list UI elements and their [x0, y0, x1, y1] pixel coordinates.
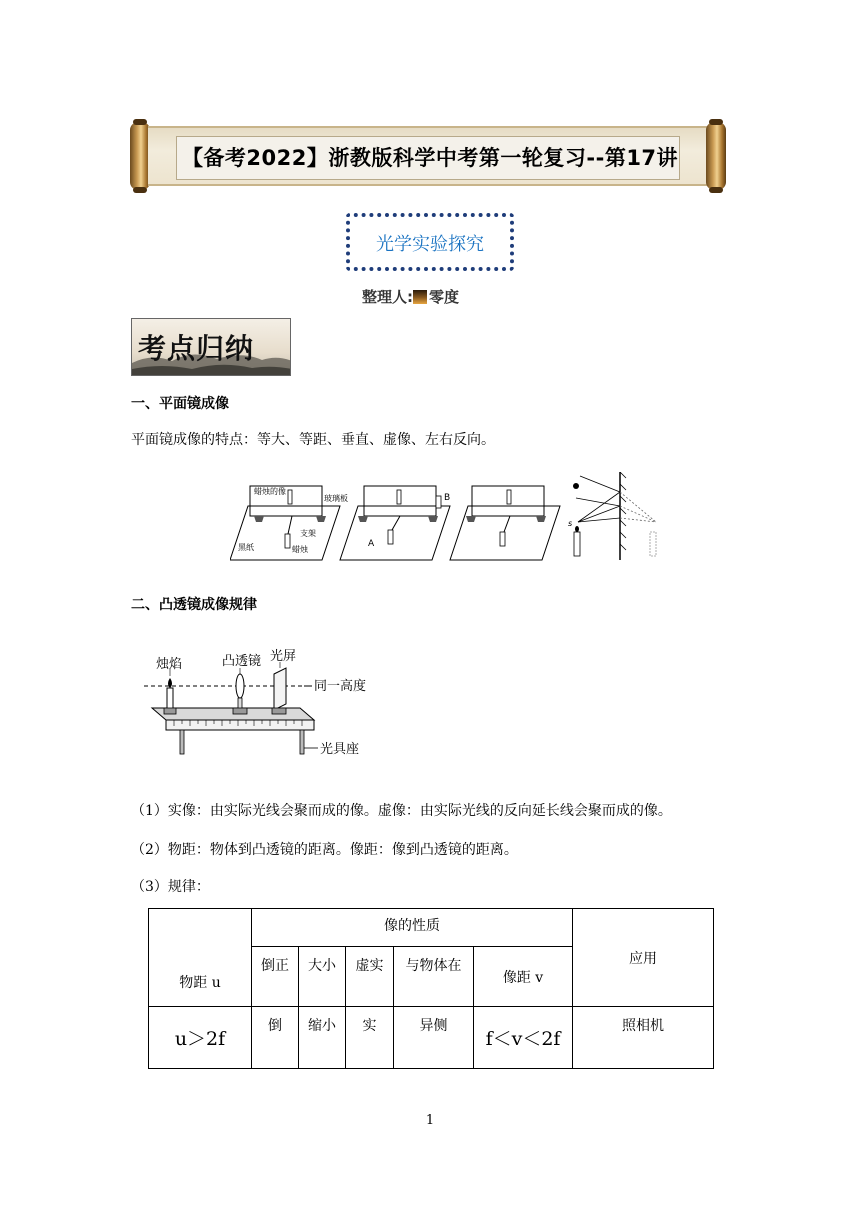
page-number: 1: [425, 1113, 435, 1128]
compiler-label: 整理人:: [362, 288, 413, 306]
section2-line-2: （2）物距：物体到凸透镜的距离。像距：像到凸透镜的距离。: [131, 842, 518, 858]
label-light-screen: 光屏: [270, 649, 297, 664]
section2-line-1: （1）实像：由实际光线会聚而成的像。虚像：由实际光线的反向延长线会聚而成的像。: [131, 803, 672, 819]
label-glass-plate: 玻璃板: [324, 494, 348, 503]
label-point-s: s: [568, 519, 573, 528]
header-application: 应用: [573, 909, 714, 1007]
label-convex-lens: 凸透镜: [222, 654, 262, 669]
cell-side: 异侧: [394, 1007, 474, 1069]
header-object-distance: 物距 u: [149, 909, 252, 1007]
header-image-properties: 像的性质: [252, 909, 573, 947]
mirror-ray-diagram: [568, 472, 656, 560]
mirror-panel-3: [450, 486, 560, 560]
cell-size: 缩小: [299, 1007, 346, 1069]
label-candle-image: 蜡烛的像: [254, 487, 286, 496]
header-size: 大小: [299, 947, 346, 1007]
optical-bench-figure: [140, 648, 390, 764]
cell-real-virtual: 实: [346, 1007, 394, 1069]
cell-image-distance: f＜v＜2f: [474, 1007, 573, 1069]
cell-application: 照相机: [573, 1007, 714, 1069]
compiler-name: 零度: [429, 288, 460, 306]
label-point-a: A: [368, 539, 375, 549]
mirror-panel-2: [340, 486, 450, 560]
header-side: 与物体在: [394, 947, 474, 1007]
section2-line-3: （3）规律：: [131, 879, 210, 895]
document-title: 【备考2022】浙教版科学中考第一轮复习--第17讲: [181, 146, 679, 170]
label-point-b: B: [444, 493, 451, 503]
section1-text: 平面镜成像的特点：等大、等距、垂直、虚像、左右反向。: [131, 432, 495, 448]
compiler-line: [362, 286, 459, 307]
label-optical-bench: 光具座: [320, 742, 360, 757]
section-banner-label: 考点归纳: [138, 332, 255, 365]
section1-heading: 一、平面镜成像: [131, 396, 229, 412]
mirror-panel-1: [230, 486, 348, 560]
label-candle: 蜡烛: [292, 545, 308, 554]
header-real-virtual: 虚实: [346, 947, 394, 1007]
section-banner: [131, 318, 291, 376]
label-candle-flame: 烛焰: [156, 657, 183, 672]
compiler-avatar: [413, 290, 427, 304]
plane-mirror-figure: [230, 472, 670, 566]
section2-heading: 二、凸透镜成像规律: [131, 597, 257, 613]
cell-orientation: 倒: [252, 1007, 299, 1069]
lens-rules-table: [148, 908, 714, 1069]
label-stand: 支架: [300, 529, 316, 538]
label-same-height: 同一高度: [314, 679, 367, 694]
header-orientation: 倒正: [252, 947, 299, 1007]
header-image-distance: 像距 v: [474, 947, 573, 1007]
label-black-paper: 黑纸: [238, 543, 254, 552]
document-subtitle: 光学实验探究: [376, 234, 484, 255]
cell-object-distance: u＞2f: [149, 1007, 252, 1069]
table-row: [149, 1007, 714, 1069]
